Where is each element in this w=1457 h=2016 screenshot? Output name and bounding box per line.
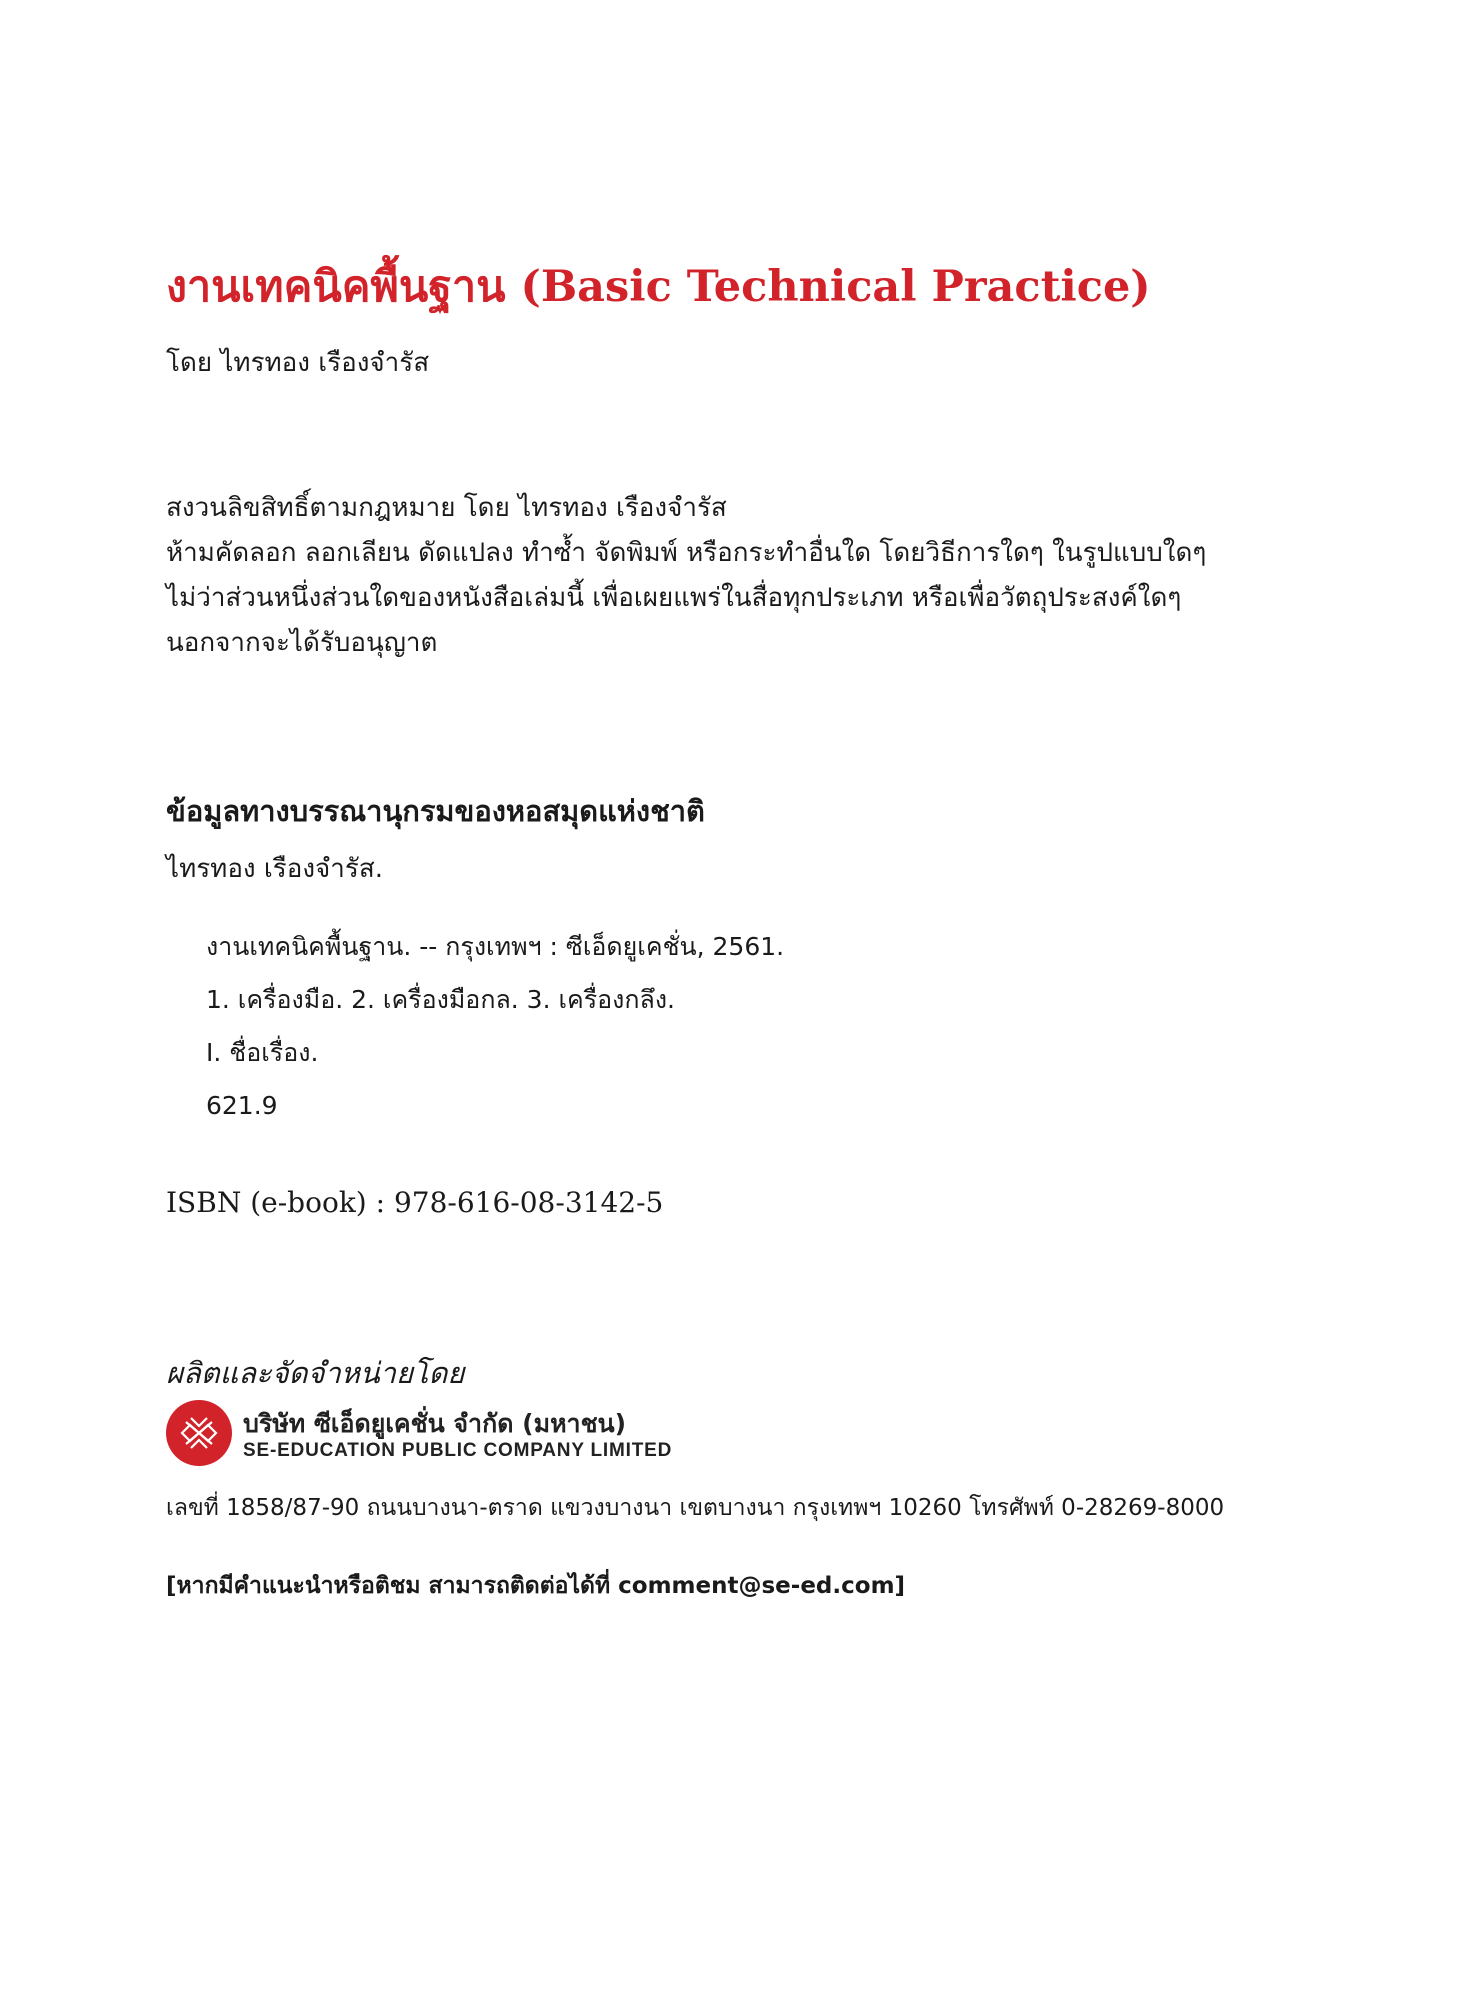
publisher-name-th: บริษัท ซีเอ็ดยูเคชั่น จำกัด (มหาชน): [243, 1409, 627, 1438]
book-title: งานเทคนิคพื้นฐาน (Basic Technical Practice): [166, 262, 1151, 312]
publisher-logo-icon: [166, 1400, 232, 1466]
cip-entry: งานเทคนิคพื้นฐาน. -- กรุงเทพฯ : ซีเอ็ดยูเคชั่น, 2561.: [206, 932, 785, 961]
copyright-line: นอกจากจะได้รับอนุญาต: [166, 628, 438, 658]
copyright-line: ห้ามคัดลอก ลอกเลียน ดัดแปลง ทำซ้ำ จัดพิมพ์ หรือกระทำอื่นใด โดยวิธีการใดๆ ในรูปแบบใดๆ: [166, 538, 1207, 568]
cip-entry: 1. เครื่องมือ. 2. เครื่องมือกล. 3. เครื่องกลึง.: [206, 985, 675, 1014]
cip-entry: I. ชื่อเรื่อง.: [206, 1038, 319, 1067]
isbn: ISBN (e-book) : 978-616-08-3142-5: [166, 1186, 664, 1219]
cip-entry: 621.9: [206, 1091, 278, 1120]
copyright-line: สงวนลิขสิทธิ์ตามกฎหมาย โดย ไทรทอง เรืองจำรัส: [166, 493, 727, 523]
cip-heading: ข้อมูลทางบรรณานุกรมของหอสมุดแห่งชาติ: [166, 794, 705, 828]
produced-by-label: ผลิตและจัดจำหน่ายโดย: [166, 1356, 465, 1390]
copyright-line: ไม่ว่าส่วนหนึ่งส่วนใดของหนังสือเล่มนี้ เพื่อเผยแพร่ในสื่อทุกประเภท หรือเพื่อวัตถุประสงค์ใดๆ: [166, 583, 1182, 613]
cip-entries: [206, 920, 784, 1132]
feedback-contact: [หากมีคำแนะนำหรือติชม สามารถติดต่อได้ที่ comment@se-ed.com]: [166, 1573, 906, 1599]
publisher-address: เลขที่ 1858/87-90 ถนนบางนา-ตราด แขวงบางนา เขตบางนา กรุงเทพฯ 10260 โทรศัพท์ 0-28269-8000: [166, 1495, 1225, 1521]
copyright-notice: [166, 486, 1206, 666]
publisher-name-en: SE-EDUCATION PUBLIC COMPANY LIMITED: [243, 1440, 673, 1461]
cip-author: ไทรทอง เรืองจำรัส.: [166, 854, 383, 884]
author-line: โดย ไทรทอง เรืองจำรัส: [166, 348, 430, 378]
